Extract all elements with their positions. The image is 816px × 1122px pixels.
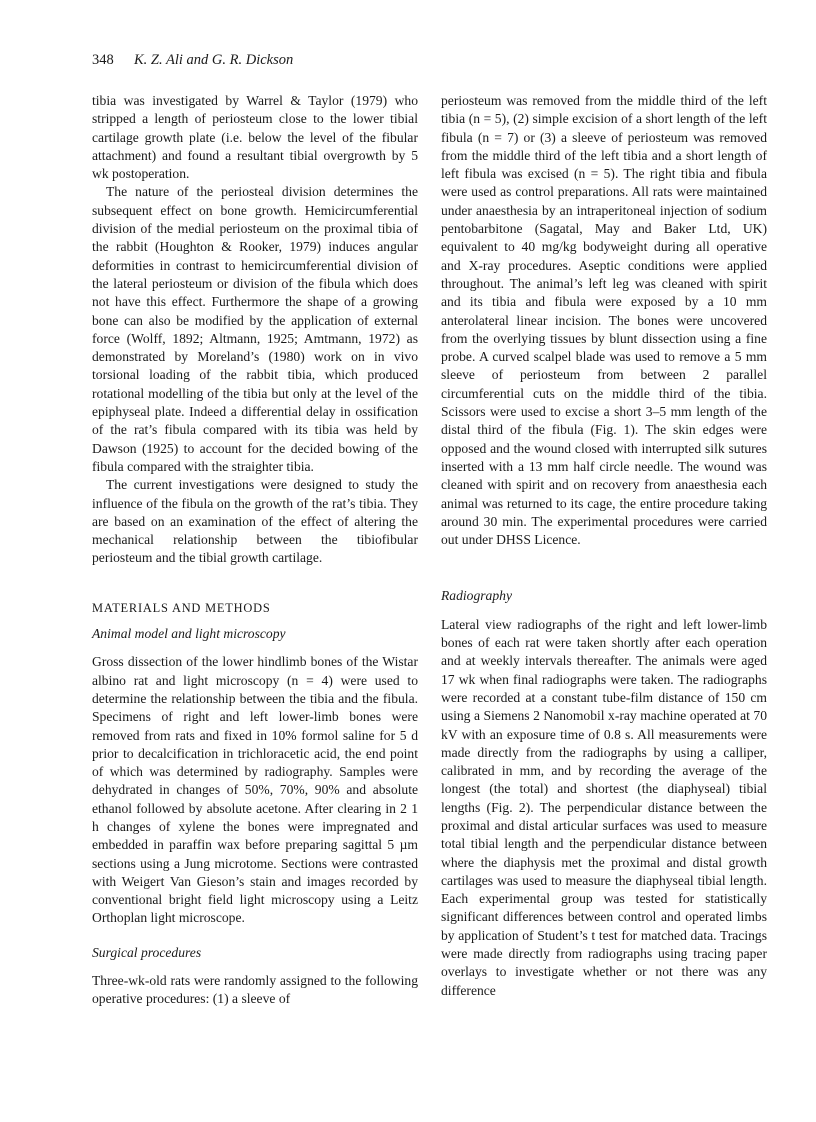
right-column xyxy=(441,92,767,1000)
left-column xyxy=(92,92,418,1009)
paragraph: tibia was investigated by Warrel & Taylor (1979) who stripped a length of periosteum close to the lower tibial cartilage growth plate (i.e. below the level of the fibular attachment) and found a resultant tibial overgrowth by 5 wk postoperation. xyxy=(92,93,418,182)
paragraph: Lateral view radiographs of the right and left lower-limb bones of each rat were taken shortly after each operation and at weekly intervals thereafter. The animals were aged 17 wk when final radiographs were taken. The radiographs were recorded at a constant tube-film distance of 150 cm using a Siemens 2 Nanomobil x-ray machine operated at 70 kV with an exposure time of 0.8 s. All measurements were made directly from the radiographs by using a calliper, calibrated in mm, and by recording the average of the longest (the total) and shortest (the diaphyseal) tibial lengths (Fig. 2). The perpendicular distance between the proximal and distal articular surfaces was used to measure total tibial length and the perpendicular distance between where the diaphysis met the proximal and distal growth cartilages was used to measure the diaphyseal tibial length. Each experimental group was tested for statistically significant differences between control and operated limbs by application of Student’s t test for matched data. Tracings were made directly from radiographs using tracing paper overlays to investigate whether or not there was any difference xyxy=(441,616,767,998)
paragraph: periosteum was removed from the middle third of the left tibia (n = 5), (2) simple excision of a short length of the left fibula (n = 7) or (3) a sleeve of periosteum was removed from the middle third of the left tibia and a short length of left fibula was excised (n = 5). The right tibia and fibula were used as control preparations. All rats were maintained under anaesthesia by an intraperitoneal injection of sodium pentobarbitone (Sagatal, May and Baker Ltd, UK) equivalent to 40 mg/kg bodyweight during all operative and X-ray procedures. Aseptic conditions were applied throughout. The animal’s left leg was cleaned with spirit and its tibia and fibula were exposed by a 10 mm anterolateral linear incision. The bones were uncovered from the overlying tissues by blunt dissection using a fine probe. A curved scalpel blade was used to remove a 5 mm sleeve of periosteum from between 2 parallel circumferential cuts on the middle third of the tibia. Scissors were used to excise a short 3–5 mm length of the distal third of the fibula (Fig. 1). The skin edges were opposed and the wound closed with interrupted silk sutures inserted with a 13 mm half circle needle. The wound was cleaned with spirit and on recovery from anaesthesia each animal was returned to its cage, the entire procedure taking around 30 min. The experimental procedures were carried out under DHSS Licence. xyxy=(441,93,767,548)
paragraph: Three-wk-old rats were randomly assigned to the following operative procedures: (1) a sleeve of xyxy=(92,973,418,1007)
subheading-surgical-procedures: Surgical procedures xyxy=(92,944,202,960)
paragraph: Gross dissection of the lower hindlimb bones of the Wistar albino rat and light microscopy (n = 4) were used to determine the relationship between the tibia and the fibula. Specimens of right and left lower-limb bones were removed from rats and fixed in 10% formol saline for 5 d prior to decalcification in trichloracetic acid, the end point of which was determined by radiography. Samples were dehydrated in changes of 50%, 70%, 90% and absolute ethanol followed by absolute acetone. After clearing in 2 1 h changes of xylene the bones were impregnated and embedded in paraffin wax before preparing sagittal 5 µm sections using a Jung microtome. Sections were contrasted with Weigert Van Gieson’s stain and images recorded by conventional bright field light microscopy using a Leitz Orthoplan light microscope. xyxy=(92,654,418,926)
running-header xyxy=(92,50,772,70)
subheading-animal-model: Animal model and light microscopy xyxy=(92,626,286,642)
subheading-radiography: Radiography xyxy=(441,588,512,604)
running-authors: K. Z. Ali and G. R. Dickson xyxy=(134,52,294,68)
section-heading-materials-methods: MATERIALS AND METHODS xyxy=(92,600,271,615)
page-number: 348 xyxy=(92,52,114,68)
paragraph: The current investigations were designed to study the influence of the fibula on the growth of the rat’s tibia. They are based on an examination of the effect of altering the mechanical relationship between the tibiofibular periosteum and the tibial growth cartilage. xyxy=(92,477,418,566)
paragraph: The nature of the periosteal division determines the subsequent effect on bone growth. Hemicircumferential division of the medial periosteum on the proximal tibia of the rabbit (Houghton & Rooker, 1979) induces angular deformities in contrast to hemicircumferential division of the lateral periosteum or division of the fibula which does not have this effect. Furthermore the shape of a growing bone can also be modified by the application of external force (Wolff, 1892; Altmann, 1925; Amtmann, 1972) as demonstrated by Moreland’s (1980) work on in vivo torsional loading of the rabbit tibia, which produced rotational modelling of the tibia but only at the level of the epiphyseal plate. Indeed a differential delay in ossification of the rat’s fibula compared with its tibia was held by Dawson (1925) to account for the decided bowing of the fibula compared with the straighter tibia. xyxy=(92,184,418,474)
